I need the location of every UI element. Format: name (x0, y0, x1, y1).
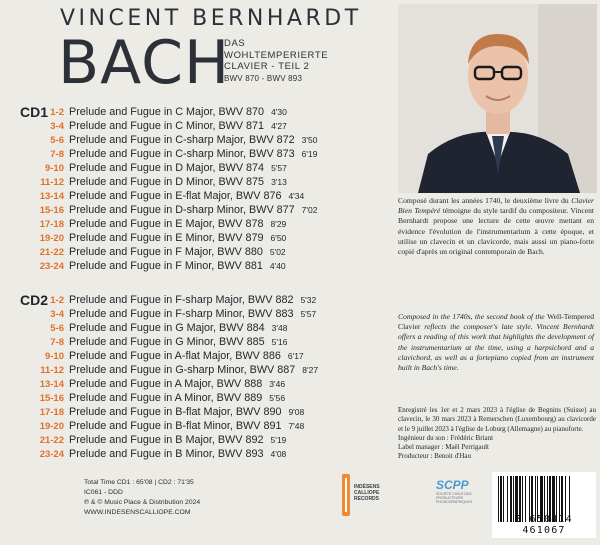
total-time: Total Time CD1 : 65'08 | CD2 : 71'35 (84, 479, 194, 486)
track-duration: 3'48 (271, 323, 288, 333)
producer: Producteur : Benoit d'Hau (398, 452, 471, 461)
track-duration: 5'57 (300, 309, 317, 319)
track-number: 11-12 (40, 365, 64, 376)
track-number: 7-8 (50, 149, 64, 160)
track-duration: 4'40 (269, 261, 286, 271)
track-title: Prelude and Fugue in C-sharp Minor, BWV 873 (69, 148, 295, 160)
track-number: 9-10 (44, 163, 64, 174)
track-title: Prelude and Fugue in B-flat Minor, BWV 891 (69, 420, 282, 432)
track-title: Prelude and Fugue in A Minor, BWV 889 (69, 392, 263, 404)
track-number: 3-4 (50, 309, 64, 320)
work-bwv-range: BWV 870 - BWV 893 (224, 73, 303, 83)
liner-notes-french (398, 196, 594, 257)
work-title (224, 38, 328, 84)
scpp-logo (436, 478, 476, 518)
liner-notes-english (398, 312, 594, 373)
label-manager: Label manager : Maël Perrigault (398, 443, 489, 452)
track-title: Prelude and Fugue in E-flat Major, BWV 876 (69, 190, 282, 202)
track-title: Prelude and Fugue in F Major, BWV 880 (69, 246, 263, 258)
track-duration: 3'13 (271, 177, 287, 187)
track-duration: 8'27 (302, 365, 319, 375)
scpp-subtext: SOCIÉTÉ CIVILE DES PRODUCTEURS PHONOGRAPHIQUES (436, 492, 473, 504)
track-title: Prelude and Fugue in C Minor, BWV 871 (69, 120, 265, 132)
barcode (492, 472, 596, 538)
track-number: 15-16 (39, 205, 64, 216)
track-number: 9-10 (44, 351, 64, 362)
indesens-calliope-logo (338, 470, 380, 520)
track-duration: 4'30 (271, 107, 287, 117)
notes-en-part-a: Composed in the 1740s, the second book of the (398, 312, 548, 321)
copyright: ℗ & © Music Place & Distribution 2024 (84, 499, 201, 506)
track-duration: 5'57 (271, 163, 287, 173)
track-number: 17-18 (39, 219, 64, 230)
track-duration: 6'50 (270, 233, 287, 243)
track-duration: 5'16 (271, 337, 288, 347)
track-title: Prelude and Fugue in B Major, BWV 892 (69, 434, 264, 446)
track-duration: 4'27 (271, 121, 287, 131)
track-title: Prelude and Fugue in B-flat Major, BWV 890 (69, 406, 282, 418)
track-duration: 8'29 (270, 219, 287, 229)
track-duration: 4'08 (270, 449, 287, 459)
notes-fr-part-a: Composé durant les années 1740, le deuxième livre du (398, 196, 572, 205)
artist-photo (398, 4, 597, 193)
barcode-digits: 3 650414 461067 (515, 514, 573, 536)
work-line-3: CLAVIER - TEIL 2 (224, 61, 310, 72)
track-number: 19-20 (39, 233, 64, 244)
track-number: 5-6 (50, 135, 64, 146)
notes-en-upright: Well-Tempered Clavier (398, 312, 594, 332)
track-number: 23-24 (39, 449, 64, 460)
work-line-1: DAS (224, 38, 246, 49)
track-duration: 3'46 (269, 379, 286, 389)
track-number: 21-22 (39, 247, 64, 258)
track-row (36, 258, 286, 274)
track-title: Prelude and Fugue in E Major, BWV 878 (69, 218, 264, 230)
track-number: 3-4 (50, 121, 64, 132)
notes-fr-part-b: témoigne du style tardif du compositeur. Vincent Bernhardt propose une lecture de cette œuvre mettant en évidence l'évolution de l'instrumentarium à cette époque, et utilise un clavecin et un clavicorde, mais aussi un piano-forte copié d'après un original contemporain de Bach. (398, 206, 595, 257)
track-number: 11-12 (40, 177, 64, 188)
track-number: 23-24 (39, 261, 64, 272)
track-title: Prelude and Fugue in C-sharp Major, BWV 872 (69, 134, 295, 146)
track-title: Prelude and Fugue in D Minor, BWV 875 (69, 176, 265, 188)
track-number: 13-14 (39, 191, 64, 202)
track-title: Prelude and Fugue in B Minor, BWV 893 (69, 448, 264, 460)
credits (398, 406, 596, 462)
track-duration: 5'56 (269, 393, 286, 403)
notes-en-part-b: reflects the composer's late style. Vincent Bernhardt offers a reading of this work that highlights the development of the instrumentarium at the time, using a harpsichord and a clavichord, as well as a fortepiano copied from an instrument built in Bach's time. (398, 322, 594, 373)
composer-name: BACH (58, 28, 231, 98)
track-row (36, 446, 286, 462)
label-mark-icon (338, 474, 354, 516)
track-title: Prelude and Fugue in D-sharp Minor, BWV 877 (69, 204, 295, 216)
track-title: Prelude and Fugue in A-flat Major, BWV 886 (69, 350, 281, 362)
track-duration: 7'02 (301, 205, 318, 215)
track-duration: 9'08 (288, 407, 305, 417)
track-title: Prelude and Fugue in C Major, BWV 870 (69, 106, 265, 118)
track-duration: 6'19 (301, 149, 318, 159)
track-number: 15-16 (39, 393, 64, 404)
scpp-mark: SCPP (436, 478, 469, 492)
track-title: Prelude and Fugue in E Minor, BWV 879 (69, 232, 264, 244)
work-line-2: WOHLTEMPERIERTE (224, 49, 329, 61)
cd2-label: CD2 (20, 292, 49, 308)
footer-info (84, 478, 200, 518)
cd1-label: CD1 (20, 104, 49, 120)
track-number: 21-22 (39, 435, 64, 446)
track-title: Prelude and Fugue in F-sharp Minor, BWV 883 (69, 308, 294, 320)
artist-name: VINCENT BERNHARDT (60, 6, 362, 31)
track-title: Prelude and Fugue in F Minor, BWV 881 (69, 260, 263, 272)
track-duration: 4'34 (288, 191, 305, 201)
track-duration: 5'19 (270, 435, 287, 445)
track-number: 13-14 (39, 379, 64, 390)
track-number: 1-2 (50, 295, 64, 306)
track-title: Prelude and Fugue in G Major, BWV 884 (69, 322, 265, 334)
website: WWW.INDESENSCALLIOPE.COM (84, 509, 191, 516)
notes-fr-italic: Clavier Bien Tempéré (398, 196, 594, 216)
label-logo-text (354, 484, 380, 502)
artist-portrait-image (398, 4, 597, 193)
catalog-number: IC061 - DDD (84, 489, 123, 496)
track-duration: 5'02 (269, 247, 286, 257)
track-title: Prelude and Fugue in G-sharp Minor, BWV 887 (69, 364, 296, 376)
track-duration: 5'32 (300, 295, 317, 305)
track-title: Prelude and Fugue in D Major, BWV 874 (69, 162, 265, 174)
track-number: 17-18 (39, 407, 64, 418)
track-title: Prelude and Fugue in A Major, BWV 888 (69, 378, 263, 390)
track-number: 19-20 (39, 421, 64, 432)
label-text-1: INDÉSENS (354, 484, 380, 490)
track-number: 1-2 (50, 107, 64, 118)
track-duration: 7'48 (288, 421, 305, 431)
track-title: Prelude and Fugue in F-sharp Major, BWV 882 (69, 294, 294, 306)
recording-info: Enregistré les 1er et 2 mars 2023 à l'église de Begnins (Suisse) au clavecin, le 30 mars 2023 à Remerschen (Luxembourg) au clavicorde et le 9 juillet 2023 à l'église de Loburg (Allemagne) au pianoforte. (398, 406, 596, 433)
track-number: 5-6 (50, 323, 64, 334)
label-text-3: RECORDS (354, 496, 380, 502)
track-title: Prelude and Fugue in G Minor, BWV 885 (69, 336, 265, 348)
track-duration: 3'50 (301, 135, 318, 145)
sound-engineer: Ingénieur du son : Frédéric Briant (398, 433, 494, 442)
track-number: 7-8 (50, 337, 64, 348)
label-text-2: CALLIOPE (354, 490, 380, 496)
track-duration: 6'17 (287, 351, 304, 361)
